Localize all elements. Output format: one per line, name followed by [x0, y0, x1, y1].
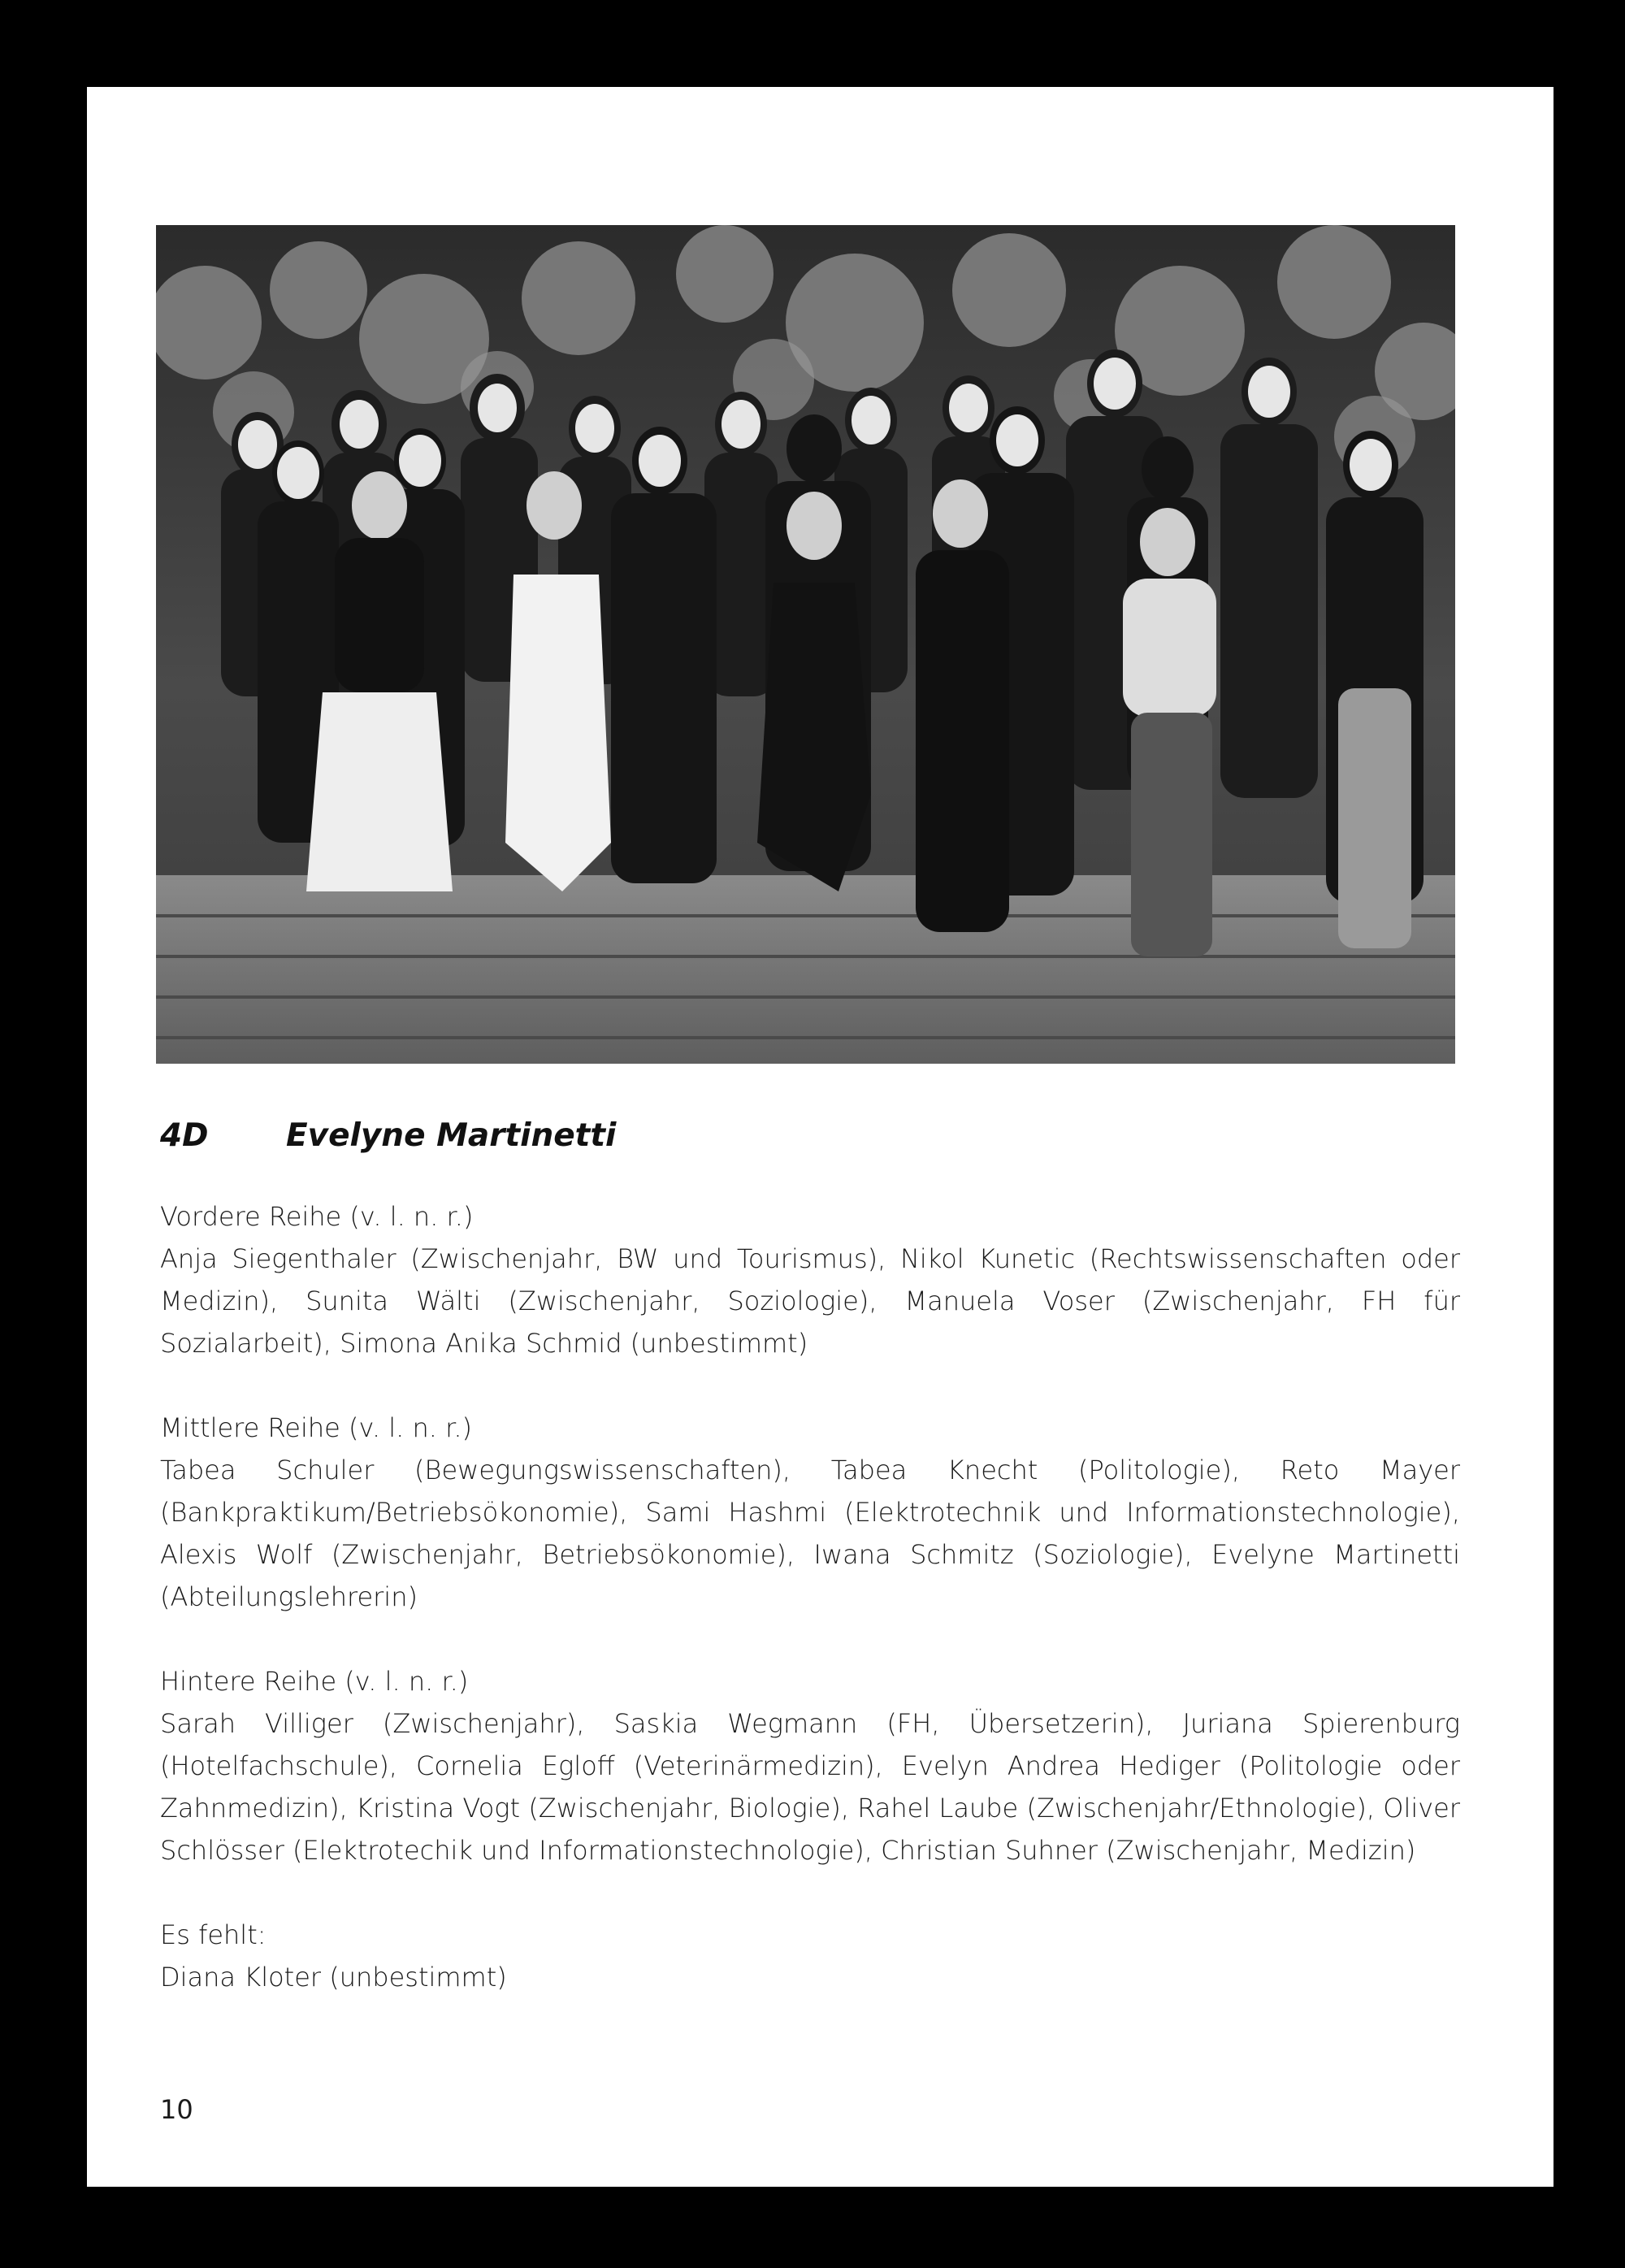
teacher-name: Evelyne Martinetti [286, 1117, 617, 1154]
page-number: 10 [160, 2094, 193, 2125]
middle-row-section [160, 1407, 1460, 1618]
group-photo-illustration [156, 225, 1455, 1064]
missing-names: Diana Kloter (unbestimmt) [160, 1962, 507, 1993]
middle-row-names: Tabea Schuler (Bewegungswissenschaften), Tabea Knecht (Politologie), Reto Mayer (Bankpraktikum/Betriebsökonomie), Sami Hashmi (Elektrotechnik und Informationstechnologie), Alexis Wolf (Zwischenjahr, Betriebsökonomie), Iwana Schmitz (Soziologie), Evelyne Martinetti (Abteilungslehrerin) [160, 1455, 1460, 1612]
caption-text [160, 1195, 1460, 2040]
front-row-names: Anja Siegenthaler (Zwischenjahr, BW und Tourismus), Nikol Kunetic (Rechtswissenschaften oder Medizin), Sunita Wälti (Zwischenjahr, Soziologie), Manuela Voser (Zwischenjahr, FH für Sozialarbeit), Simona Anika Schmid (unbestimmt) [160, 1243, 1460, 1359]
back-row-label: Hintere Reihe (v. l. n. r.) [160, 1666, 469, 1697]
class-group-photo [156, 225, 1455, 1064]
missing-label: Es fehlt: [160, 1919, 266, 1950]
back-row-names: Sarah Villiger (Zwischenjahr), Saskia Wegmann (FH, Übersetzerin), Juriana Spierenburg (Hotelfachschule), Cornelia Egloff (Veterinärmedizin), Evelyn Andrea Hediger (Politologie oder Zahnmedizin), Kristina Vogt (Zwischenjahr, Biologie), Rahel Laube (Zwischenjahr/Ethnologie), Oliver Schlösser (Elektrotechik und Informationstechnologie), Christian Suhner (Zwischenjahr, Medizin) [160, 1708, 1460, 1866]
back-row-section [160, 1660, 1460, 1871]
front-row-section [160, 1195, 1460, 1364]
class-heading [160, 1117, 616, 1166]
document-page [87, 87, 1554, 2187]
missing-section [160, 1914, 1460, 1998]
class-code: 4D [160, 1117, 209, 1154]
front-row-label: Vordere Reihe (v. l. n. r.) [160, 1201, 474, 1232]
middle-row-label: Mittlere Reihe (v. l. n. r.) [160, 1412, 473, 1443]
